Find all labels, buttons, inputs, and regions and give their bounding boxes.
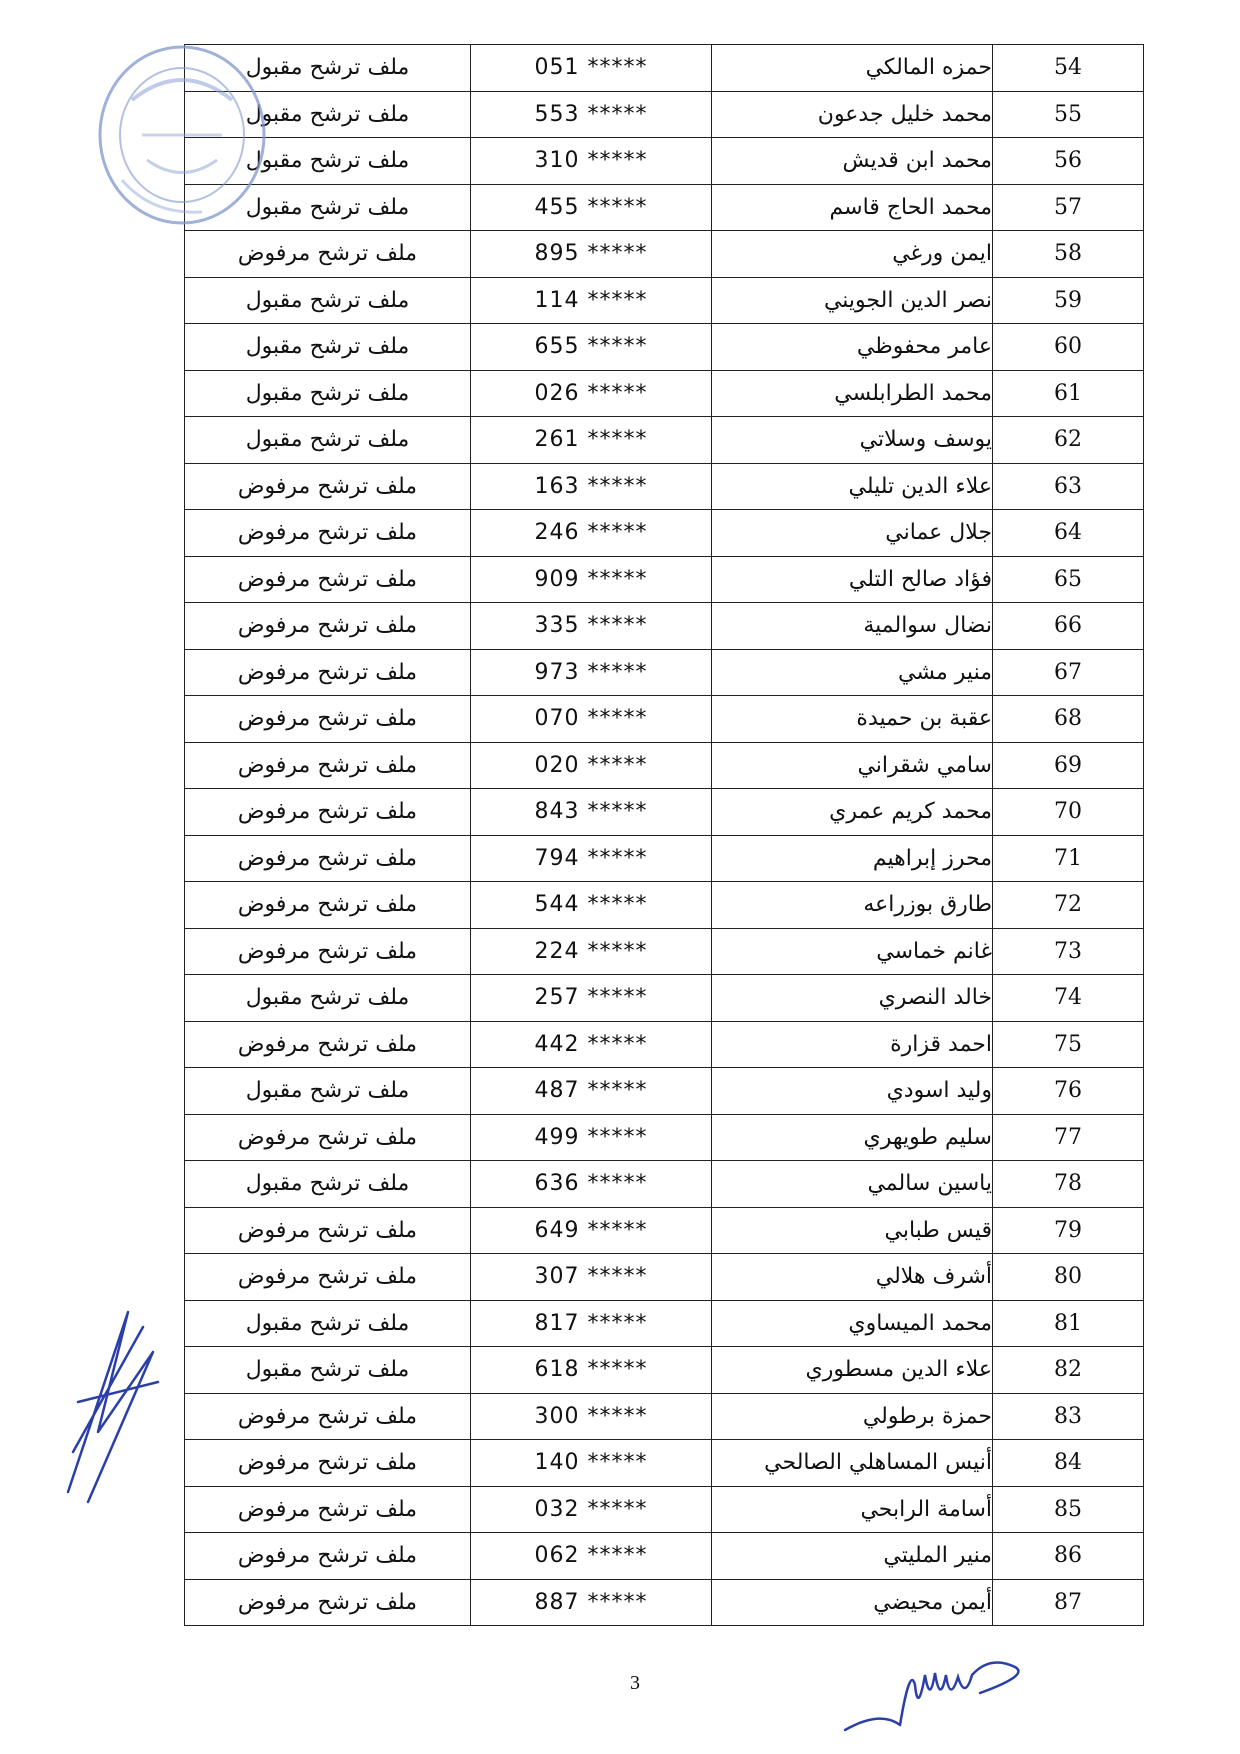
application-status: ملف ترشح مرفوض [185, 789, 471, 836]
row-number: 55 [993, 91, 1144, 138]
application-status: ملف ترشح مقبول [185, 1300, 471, 1347]
candidate-name: ايمن ورغي [712, 231, 993, 278]
row-number: 73 [993, 928, 1144, 975]
masked-id: ***** 499 [471, 1114, 712, 1161]
table-row [185, 696, 1144, 743]
official-stamp [92, 40, 272, 230]
application-status: ملف ترشح مقبول [185, 277, 471, 324]
application-status: ملف ترشح مقبول [185, 138, 471, 185]
application-status: ملف ترشح مقبول [185, 1161, 471, 1208]
application-status: ملف ترشح مرفوض [185, 1533, 471, 1580]
row-number: 65 [993, 556, 1144, 603]
candidate-name: محمد الطرابلسي [712, 370, 993, 417]
candidate-name: علاء الدين تليلي [712, 463, 993, 510]
application-status: ملف ترشح مرفوض [185, 1207, 471, 1254]
candidate-name: جلال عماني [712, 510, 993, 557]
row-number: 86 [993, 1533, 1144, 1580]
table-row [185, 1207, 1144, 1254]
row-number: 76 [993, 1068, 1144, 1115]
application-status: ملف ترشح مرفوض [185, 742, 471, 789]
table-row [185, 556, 1144, 603]
masked-id: ***** 655 [471, 324, 712, 371]
row-number: 74 [993, 975, 1144, 1022]
row-number: 67 [993, 649, 1144, 696]
table-row [185, 789, 1144, 836]
candidate-name: سليم طويهري [712, 1114, 993, 1161]
row-number: 85 [993, 1486, 1144, 1533]
application-status: ملف ترشح مقبول [185, 184, 471, 231]
masked-id: ***** 442 [471, 1021, 712, 1068]
masked-id: ***** 070 [471, 696, 712, 743]
masked-id: ***** 909 [471, 556, 712, 603]
application-status: ملف ترشح مقبول [185, 975, 471, 1022]
candidate-name: محمد الحاج قاسم [712, 184, 993, 231]
table-row [185, 1486, 1144, 1533]
candidate-name: محمد كريم عمري [712, 789, 993, 836]
candidate-name: احمد قزارة [712, 1021, 993, 1068]
candidate-name: نضال سوالمية [712, 603, 993, 650]
row-number: 54 [993, 45, 1144, 92]
table-row [185, 1068, 1144, 1115]
table-row [185, 324, 1144, 371]
application-status: ملف ترشح مقبول [185, 91, 471, 138]
masked-id: ***** 455 [471, 184, 712, 231]
masked-id: ***** 544 [471, 882, 712, 929]
application-status: ملف ترشح مقبول [185, 324, 471, 371]
application-status: ملف ترشح مرفوض [185, 1486, 471, 1533]
table-row [185, 1393, 1144, 1440]
candidate-name: قيس طبابي [712, 1207, 993, 1254]
row-number: 78 [993, 1161, 1144, 1208]
table-row [185, 603, 1144, 650]
candidate-name: منير مشي [712, 649, 993, 696]
masked-id: ***** 261 [471, 417, 712, 464]
row-number: 72 [993, 882, 1144, 929]
row-number: 84 [993, 1440, 1144, 1487]
masked-id: ***** 817 [471, 1300, 712, 1347]
application-status: ملف ترشح مرفوض [185, 1114, 471, 1161]
application-status: ملف ترشح مرفوض [185, 835, 471, 882]
masked-id: ***** 335 [471, 603, 712, 650]
application-status: ملف ترشح مرفوض [185, 1254, 471, 1301]
masked-id: ***** 300 [471, 1393, 712, 1440]
row-number: 87 [993, 1579, 1144, 1626]
application-status: ملف ترشح مقبول [185, 370, 471, 417]
table-row [185, 1161, 1144, 1208]
table-row [185, 463, 1144, 510]
candidate-name: محمد خليل جدعون [712, 91, 993, 138]
candidate-name: عقبة بن حميدة [712, 696, 993, 743]
candidate-name: خالد النصري [712, 975, 993, 1022]
candidate-name: سامي شقراني [712, 742, 993, 789]
masked-id: ***** 114 [471, 277, 712, 324]
candidate-name: غانم خماسي [712, 928, 993, 975]
row-number: 83 [993, 1393, 1144, 1440]
masked-id: ***** 887 [471, 1579, 712, 1626]
row-number: 80 [993, 1254, 1144, 1301]
row-number: 82 [993, 1347, 1144, 1394]
masked-id: ***** 310 [471, 138, 712, 185]
row-number: 62 [993, 417, 1144, 464]
application-status: ملف ترشح مرفوض [185, 928, 471, 975]
signature-left [58, 1292, 168, 1512]
masked-id: ***** 618 [471, 1347, 712, 1394]
application-status: ملف ترشح مرفوض [185, 1579, 471, 1626]
masked-id: ***** 895 [471, 231, 712, 278]
masked-id: ***** 032 [471, 1486, 712, 1533]
row-number: 63 [993, 463, 1144, 510]
table-row [185, 649, 1144, 696]
masked-id: ***** 140 [471, 1440, 712, 1487]
row-number: 79 [993, 1207, 1144, 1254]
candidate-name: ياسين سالمي [712, 1161, 993, 1208]
table-row [185, 928, 1144, 975]
application-status: ملف ترشح مرفوض [185, 1440, 471, 1487]
candidate-name: أشرف هلالي [712, 1254, 993, 1301]
signature-bottom [840, 1645, 1040, 1745]
masked-id: ***** 257 [471, 975, 712, 1022]
masked-id: ***** 553 [471, 91, 712, 138]
application-status: ملف ترشح مرفوض [185, 649, 471, 696]
masked-id: ***** 649 [471, 1207, 712, 1254]
row-number: 57 [993, 184, 1144, 231]
table-row [185, 1440, 1144, 1487]
application-status: ملف ترشح مرفوض [185, 463, 471, 510]
row-number: 58 [993, 231, 1144, 278]
application-status: ملف ترشح مرفوض [185, 882, 471, 929]
table-row [185, 1300, 1144, 1347]
row-number: 59 [993, 277, 1144, 324]
row-number: 64 [993, 510, 1144, 557]
application-status: ملف ترشح مرفوض [185, 1021, 471, 1068]
application-status: ملف ترشح مقبول [185, 1347, 471, 1394]
application-status: ملف ترشح مرفوض [185, 231, 471, 278]
application-status: ملف ترشح مرفوض [185, 696, 471, 743]
results-table-body [185, 45, 1144, 1626]
table-row [185, 1347, 1144, 1394]
table-row [185, 370, 1144, 417]
row-number: 56 [993, 138, 1144, 185]
row-number: 77 [993, 1114, 1144, 1161]
row-number: 69 [993, 742, 1144, 789]
masked-id: ***** 636 [471, 1161, 712, 1208]
masked-id: ***** 051 [471, 45, 712, 92]
table-row [185, 1254, 1144, 1301]
results-table [184, 44, 1144, 1626]
candidate-name: منير المليتي [712, 1533, 993, 1580]
masked-id: ***** 062 [471, 1533, 712, 1580]
application-status: ملف ترشح مرفوض [185, 510, 471, 557]
table-row [185, 138, 1144, 185]
table-row [185, 742, 1144, 789]
masked-id: ***** 307 [471, 1254, 712, 1301]
application-status: ملف ترشح مقبول [185, 45, 471, 92]
candidate-name: طارق بوزراعه [712, 882, 993, 929]
row-number: 75 [993, 1021, 1144, 1068]
table-row [185, 1021, 1144, 1068]
table-row [185, 91, 1144, 138]
row-number: 60 [993, 324, 1144, 371]
table-row [185, 835, 1144, 882]
candidate-name: وليد اسودي [712, 1068, 993, 1115]
application-status: ملف ترشح مرفوض [185, 556, 471, 603]
application-status: ملف ترشح مقبول [185, 417, 471, 464]
masked-id: ***** 487 [471, 1068, 712, 1115]
candidate-name: محمد الميساوي [712, 1300, 993, 1347]
table-row [185, 510, 1144, 557]
table-row [185, 1114, 1144, 1161]
table-row [185, 975, 1144, 1022]
table-row [185, 1533, 1144, 1580]
masked-id: ***** 973 [471, 649, 712, 696]
page-number: 3 [630, 1672, 640, 1694]
candidate-name: محرز إبراهيم [712, 835, 993, 882]
application-status: ملف ترشح مرفوض [185, 603, 471, 650]
row-number: 68 [993, 696, 1144, 743]
candidate-name: حمزه المالكي [712, 45, 993, 92]
table-row [185, 45, 1144, 92]
table-row [185, 231, 1144, 278]
row-number: 71 [993, 835, 1144, 882]
masked-id: ***** 843 [471, 789, 712, 836]
row-number: 70 [993, 789, 1144, 836]
row-number: 61 [993, 370, 1144, 417]
candidate-name: عامر محفوظي [712, 324, 993, 371]
masked-id: ***** 026 [471, 370, 712, 417]
table-row [185, 184, 1144, 231]
candidate-name: نصر الدين الجويني [712, 277, 993, 324]
candidate-name: علاء الدين مسطوري [712, 1347, 993, 1394]
candidate-name: فؤاد صالح التلي [712, 556, 993, 603]
table-row [185, 882, 1144, 929]
row-number: 66 [993, 603, 1144, 650]
application-status: ملف ترشح مقبول [185, 1068, 471, 1115]
candidate-name: يوسف وسلاتي [712, 417, 993, 464]
masked-id: ***** 163 [471, 463, 712, 510]
candidate-name: أيمن محيضي [712, 1579, 993, 1626]
masked-id: ***** 020 [471, 742, 712, 789]
masked-id: ***** 246 [471, 510, 712, 557]
row-number: 81 [993, 1300, 1144, 1347]
candidate-name: محمد ابن قديش [712, 138, 993, 185]
candidate-name: أنيس المساهلي الصالحي [712, 1440, 993, 1487]
table-row [185, 277, 1144, 324]
candidate-name: أسامة الرابحي [712, 1486, 993, 1533]
masked-id: ***** 794 [471, 835, 712, 882]
table-row [185, 417, 1144, 464]
table-row [185, 1579, 1144, 1626]
application-status: ملف ترشح مرفوض [185, 1393, 471, 1440]
masked-id: ***** 224 [471, 928, 712, 975]
candidate-name: حمزة برطولي [712, 1393, 993, 1440]
